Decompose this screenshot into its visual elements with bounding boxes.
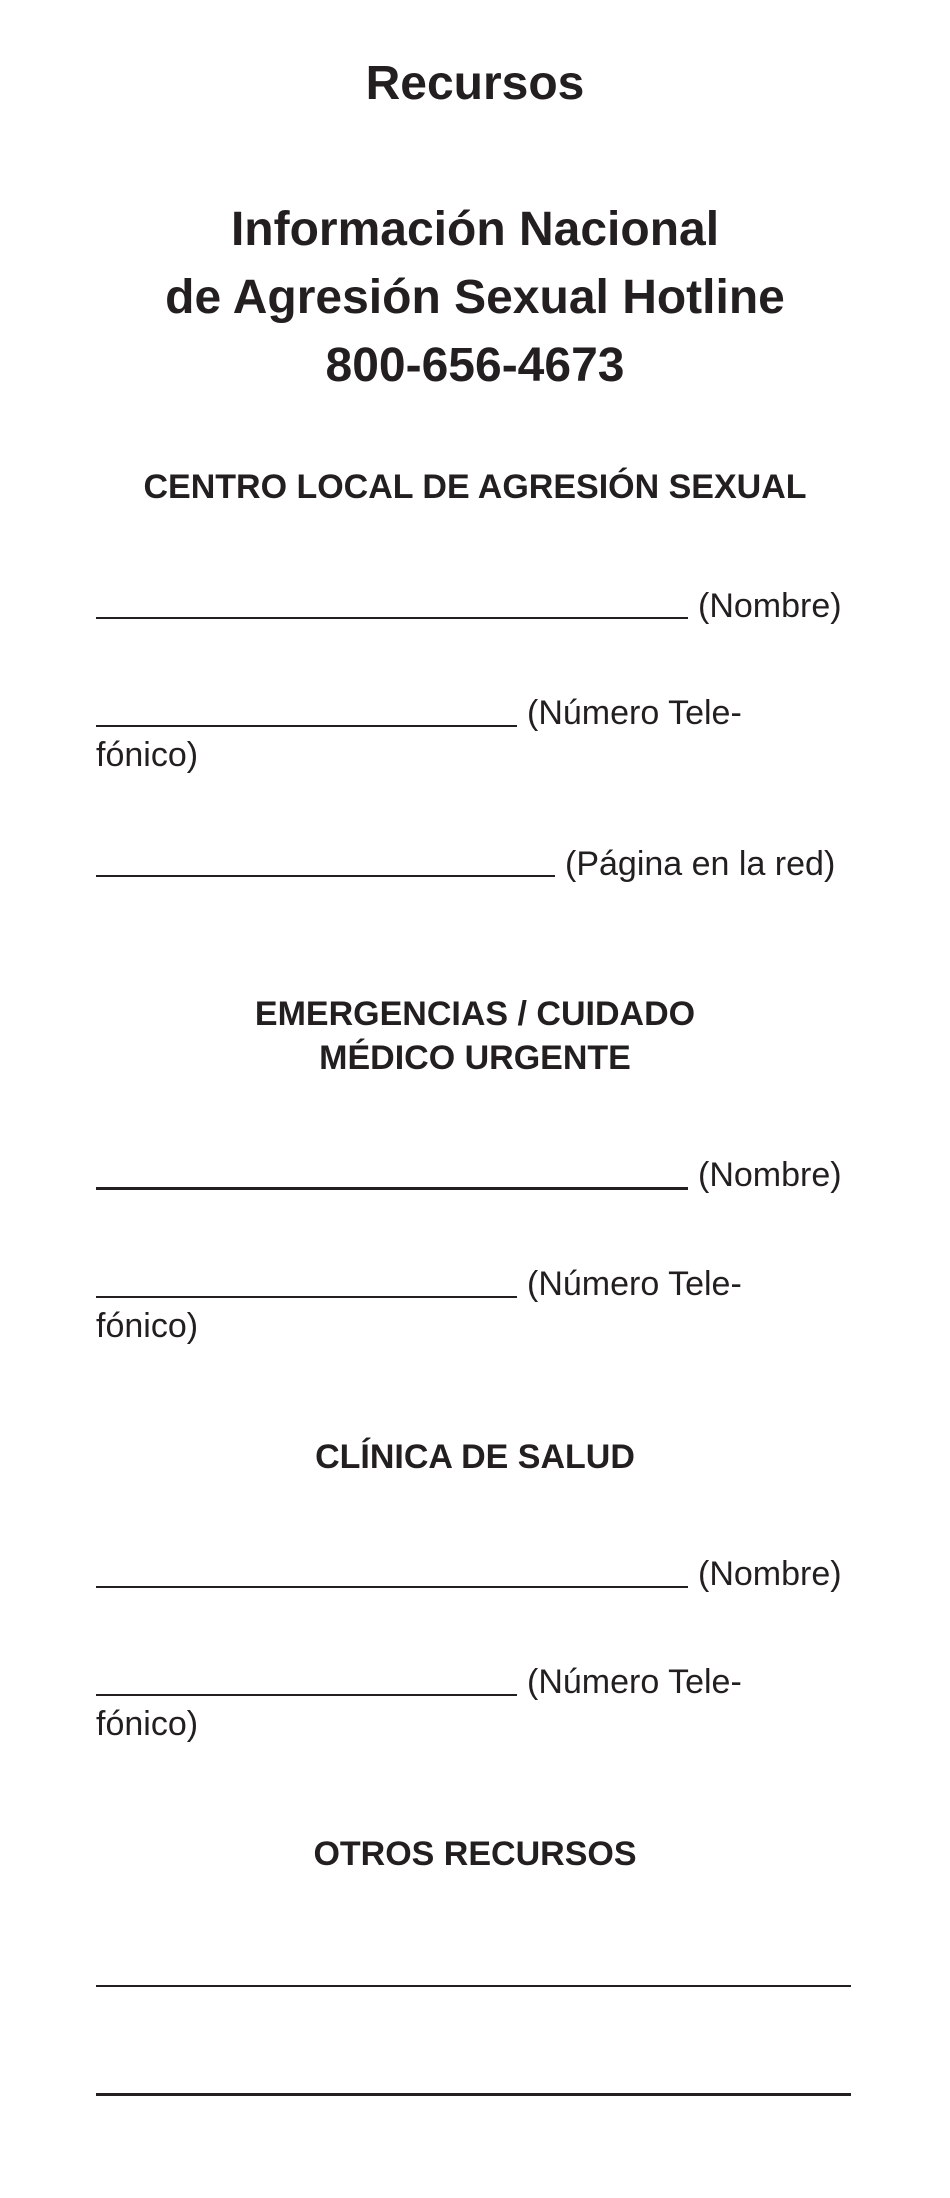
local-center-web-line[interactable] [96,875,555,877]
clinic-phone-label-part2: fónico) [96,1705,199,1743]
local-center-phone-label-part2: fónico) [96,736,199,774]
clinic-phone-line[interactable] [96,1694,517,1696]
hotline-block [0,196,950,400]
local-center-heading: CENTRO LOCAL DE AGRESIÓN SEXUAL [143,468,807,506]
local-center-phone-line[interactable] [96,725,517,727]
clinic-name-label: (Nombre) [698,1555,842,1593]
emergency-phone-label-part1: (Número Tele- [527,1265,742,1303]
hotline-line-1: Información Nacional [230,203,720,256]
local-center-web-label: (Página en la red) [565,845,836,883]
clinic-name-line[interactable] [96,1586,688,1588]
emergency-phone-line[interactable] [96,1296,517,1298]
emergency-phone-label-part2: fónico) [96,1307,199,1345]
hotline-phone: 800-656-4673 [325,339,625,392]
other-resources-heading: OTROS RECURSOS [313,1835,637,1873]
emergency-name-line[interactable] [96,1187,688,1190]
other-resources-line-1[interactable] [96,1985,851,1987]
emergency-name-label: (Nombre) [698,1156,842,1194]
emergency-heading-line-2: MÉDICO URGENTE [319,1039,631,1077]
emergency-heading [0,992,950,1080]
page-title: Recursos [365,57,585,110]
local-center-name-label: (Nombre) [698,587,842,625]
hotline-line-2: de Agresión Sexual Hotline [165,271,785,324]
other-resources-line-2[interactable] [96,2093,851,2096]
local-center-phone-label-part1: (Número Tele- [527,694,742,732]
clinic-phone-label-part1: (Número Tele- [527,1663,742,1701]
emergency-heading-line-1: EMERGENCIAS / CUIDADO [254,995,696,1033]
clinic-heading: CLÍNICA DE SALUD [315,1438,635,1476]
local-center-name-line[interactable] [96,617,688,619]
